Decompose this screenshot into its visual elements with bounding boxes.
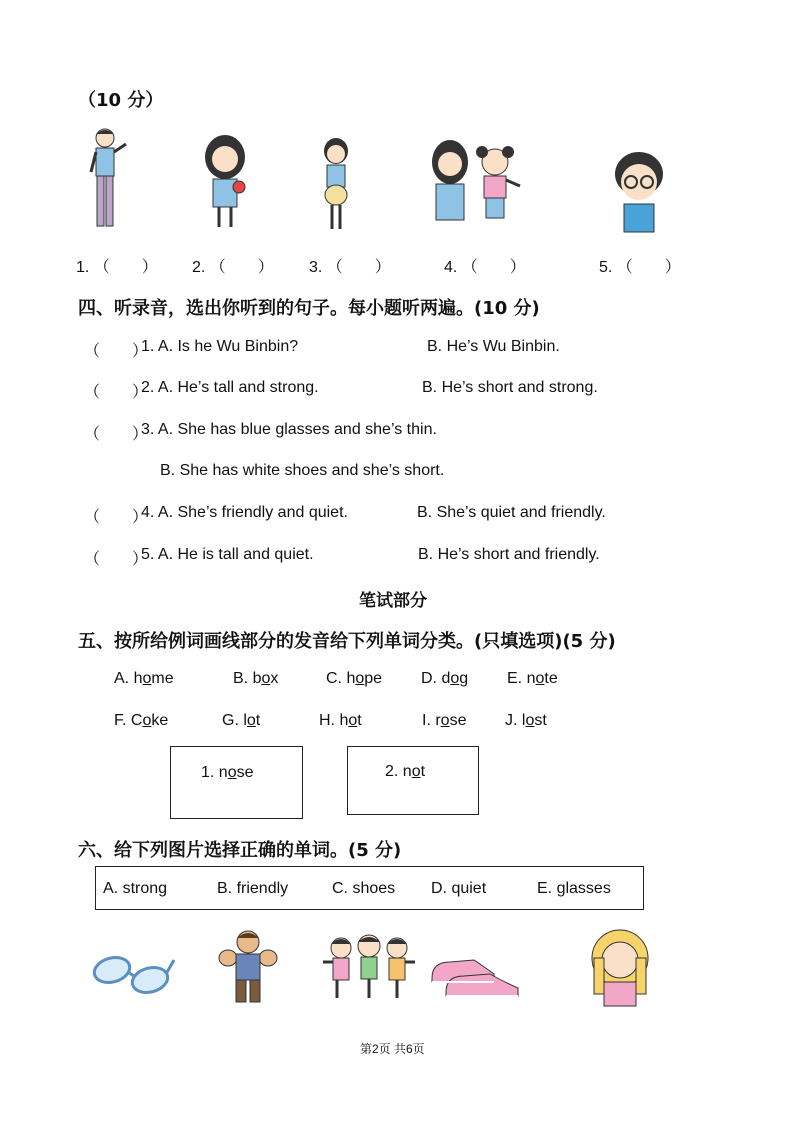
word-option-j: J. lost bbox=[505, 712, 547, 729]
section4-title: 四、听录音，选出你听到的句子。每小题听两遍。(10 分) bbox=[78, 298, 540, 319]
q1-option-b: B. He’s Wu Binbin. bbox=[427, 338, 560, 355]
picture-quiet-girl bbox=[318, 137, 358, 233]
picture-answer-3[interactable]: 3. （ ） bbox=[309, 259, 391, 276]
picture-shoes bbox=[428, 948, 528, 998]
q4-option-a: 4. A. She’s friendly and quiet. bbox=[141, 504, 348, 521]
picture-answer-4[interactable]: 4. （ ） bbox=[444, 259, 526, 276]
word-bank-option-c: C. shoes bbox=[332, 880, 396, 897]
q4-option-b: B. She’s quiet and friendly. bbox=[417, 504, 606, 521]
q3-answer-blank[interactable]: （ ） bbox=[84, 426, 149, 443]
q3-option-a: 3. A. She has blue glasses and she’s thin. bbox=[141, 421, 437, 438]
q2-answer-blank[interactable]: （ ） bbox=[84, 384, 149, 401]
word-bank-option-e: E. glasses bbox=[537, 880, 611, 897]
word-bank-option-a: A. strong bbox=[103, 880, 168, 897]
written-part-heading: 笔试部分 bbox=[359, 591, 427, 611]
picture-glasses bbox=[90, 948, 175, 998]
q2-option-b: B. He’s short and strong. bbox=[422, 379, 598, 396]
picture-friendly-kids bbox=[323, 932, 415, 1002]
picture-answer-1[interactable]: 1. （ ） bbox=[76, 259, 158, 276]
word-option-e: E. note bbox=[507, 670, 558, 687]
picture-answer-5[interactable]: 5. （ ） bbox=[599, 259, 681, 276]
word-option-c: C. hope bbox=[326, 670, 383, 687]
category-box-1-label: 1. nose bbox=[201, 764, 254, 781]
word-option-b: B. box bbox=[233, 670, 279, 687]
section5-title: 五、按所给例词画线部分的发音给下列单词分类。(只填选项)(5 分) bbox=[78, 631, 616, 652]
word-option-g: G. lot bbox=[222, 712, 261, 729]
q4-answer-blank[interactable]: （ ） bbox=[84, 509, 149, 526]
word-option-i: I. rose bbox=[422, 712, 467, 729]
word-option-h: H. hot bbox=[319, 712, 362, 729]
q5-answer-blank[interactable]: （ ） bbox=[84, 551, 149, 568]
category-box-1[interactable] bbox=[170, 746, 303, 819]
picture-two-girls bbox=[430, 140, 530, 232]
section6-title: 六、给下列图片选择正确的单词。(5 分) bbox=[78, 840, 402, 861]
q5-option-a: 5. A. He is tall and quiet. bbox=[141, 546, 314, 563]
category-box-2[interactable] bbox=[347, 746, 479, 815]
word-option-f: F. Coke bbox=[114, 712, 169, 729]
picture-man-waving bbox=[88, 126, 138, 234]
word-bank-option-d: D. quiet bbox=[431, 880, 487, 897]
picture-answer-2[interactable]: 2. （ ） bbox=[192, 259, 274, 276]
picture-boy-with-glasses bbox=[612, 152, 668, 234]
picture-quiet-girl-blonde bbox=[580, 928, 660, 1008]
picture-girl-with-apple bbox=[203, 135, 251, 233]
page-footer: 第2页 共6页 bbox=[360, 1042, 425, 1056]
word-bank-option-b: B. friendly bbox=[217, 880, 289, 897]
q1-option-a: 1. A. Is he Wu Binbin? bbox=[141, 338, 299, 355]
q5-option-b: B. He’s short and friendly. bbox=[418, 546, 600, 563]
word-option-d: D. dog bbox=[421, 670, 469, 687]
q2-option-a: 2. A. He’s tall and strong. bbox=[141, 379, 319, 396]
word-option-a: A. home bbox=[114, 670, 174, 687]
picture-strong-man bbox=[216, 928, 280, 1006]
section3-score: （10 分） bbox=[78, 90, 164, 111]
q1-answer-blank[interactable]: （ ） bbox=[84, 343, 149, 360]
category-box-2-label: 2. not bbox=[385, 763, 426, 780]
word-bank bbox=[95, 866, 644, 910]
q3-option-b: B. She has white shoes and she’s short. bbox=[160, 462, 445, 479]
